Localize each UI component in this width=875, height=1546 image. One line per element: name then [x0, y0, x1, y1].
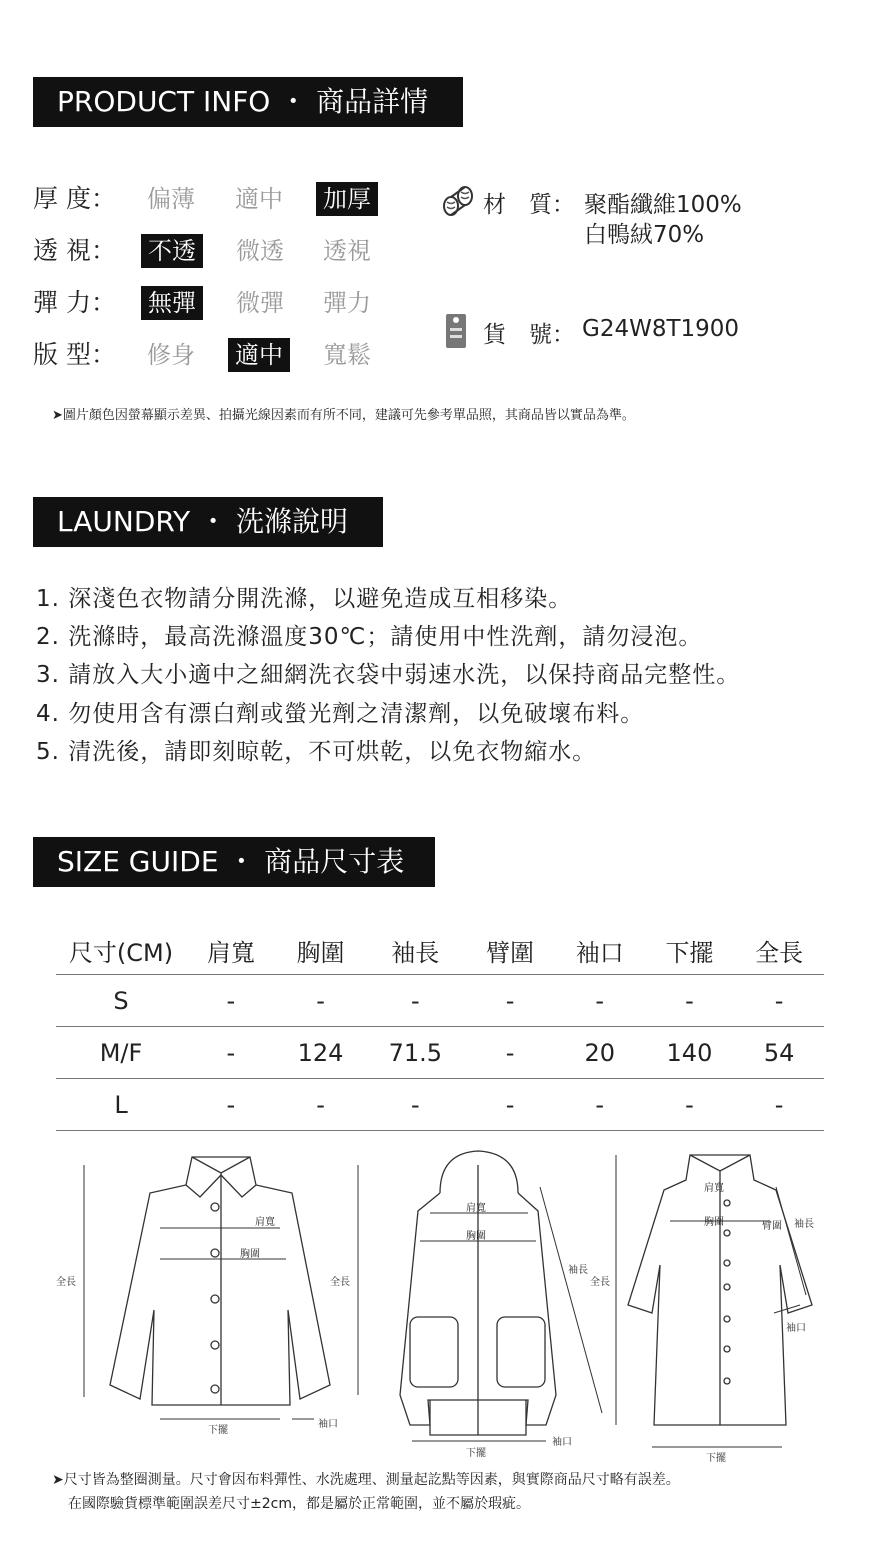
- color-note: ➤圖片顏色因螢幕顯示差異、拍攝光線因素而有所不同，建議可先參考單品照，其商品皆以實品為準。: [52, 408, 635, 423]
- thread-spool-icon: [441, 184, 477, 218]
- cell: S: [56, 975, 186, 1027]
- laundry-item: 1. 深淺色衣物請分開洗滌，以避免造成互相移染。: [36, 586, 573, 612]
- laundry-item: 3. 請放入大小適中之細網洗衣袋中弱速水洗，以保持商品完整性。: [36, 662, 741, 688]
- attr-label: 透 視：: [33, 236, 116, 265]
- label-sleeve: 袖長: [568, 1265, 588, 1276]
- attr-option-selected: 加厚: [316, 182, 378, 216]
- cell: -: [186, 1079, 276, 1131]
- cell: -: [276, 975, 366, 1027]
- cell: -: [734, 975, 824, 1027]
- label-chest: 胸圍: [704, 1217, 724, 1228]
- laundry-header: LAUNDRY ・ 洗滌說明: [33, 497, 383, 547]
- attr-option-selected: 不透: [141, 234, 203, 268]
- item-no: G24W8T1900: [582, 316, 740, 342]
- garment-diagrams: [0, 1135, 875, 1465]
- col-header: 臂圍: [486, 938, 535, 967]
- label-length: 全長: [330, 1277, 350, 1288]
- label-arm: 臂圍: [762, 1221, 782, 1232]
- label-chest: 胸圍: [240, 1249, 260, 1260]
- laundry-item: 4. 勿使用含有漂白劑或螢光劑之清潔劑，以免破壞布料。: [36, 701, 645, 727]
- attr-label: 彈 力：: [33, 288, 116, 317]
- cell: 71.5: [365, 1027, 465, 1079]
- label-chest: 胸圍: [466, 1231, 486, 1242]
- item-no-label: 貨 號：: [483, 322, 575, 348]
- size-guide-header: SIZE GUIDE ・ 商品尺寸表: [33, 837, 435, 887]
- cell: L: [56, 1079, 186, 1131]
- col-header: 胸圍: [296, 938, 345, 967]
- cell: 54: [734, 1027, 824, 1079]
- cell: -: [365, 1079, 465, 1131]
- material-line: 聚酯纖維100%: [584, 192, 742, 218]
- cell: -: [645, 1079, 735, 1131]
- attr-option-selected: 適中: [228, 338, 290, 372]
- material-label: 材 質：: [483, 192, 575, 218]
- cell: -: [276, 1079, 366, 1131]
- label-shoulder: 肩寬: [466, 1203, 486, 1214]
- label-hem: 下擺: [466, 1448, 486, 1459]
- attr-option: 透視: [323, 237, 371, 265]
- attr-label: 厚 度：: [33, 184, 116, 213]
- label-shoulder: 肩寬: [255, 1217, 275, 1228]
- tag-icon: [444, 308, 470, 352]
- cell: 124: [276, 1027, 366, 1079]
- label-hem: 下擺: [706, 1453, 726, 1464]
- cell: -: [186, 975, 276, 1027]
- table-row: [56, 1079, 824, 1131]
- attr-option: 寬鬆: [323, 341, 371, 369]
- cell: -: [465, 1079, 555, 1131]
- cell: 140: [645, 1027, 735, 1079]
- cell: -: [645, 975, 735, 1027]
- label-shoulder: 肩寬: [704, 1183, 724, 1194]
- cell: -: [555, 975, 645, 1027]
- size-note: ➤尺寸皆為整圈測量。尺寸會因布料彈性、水洗處理、測量起訖點等因素，與實際商品尺寸略有誤差。: [52, 1472, 680, 1488]
- product-info-header: PRODUCT INFO ・ 商品詳情: [33, 77, 463, 127]
- attr-option: 微彈: [236, 289, 284, 317]
- col-header: 肩寬: [206, 938, 255, 967]
- label-cuff: 袖口: [318, 1419, 338, 1430]
- attr-option: 偏薄: [147, 185, 195, 213]
- col-header: 下擺: [665, 938, 714, 967]
- size-note: 在國際驗貨標準範圍誤差尺寸±2cm，都是屬於正常範圍，並不屬於瑕疵。: [68, 1496, 530, 1512]
- label-length: 全長: [590, 1277, 610, 1288]
- label-cuff: 袖口: [552, 1437, 572, 1448]
- attr-option-selected: 無彈: [141, 286, 203, 320]
- cell: -: [186, 1027, 276, 1079]
- label-sleeve: 袖長: [794, 1219, 814, 1230]
- cell: -: [465, 1027, 555, 1079]
- material-line: 白鴨絨70%: [584, 222, 705, 248]
- label-hem: 下擺: [208, 1425, 228, 1436]
- cell: -: [465, 975, 555, 1027]
- col-header: 尺寸(CM): [68, 938, 174, 967]
- attr-option: 彈力: [323, 289, 371, 317]
- laundry-item: 2. 洗滌時，最高洗滌溫度30℃；請使用中性洗劑，請勿浸泡。: [36, 624, 703, 650]
- size-table-header: [56, 926, 824, 975]
- cell: M/F: [56, 1027, 186, 1079]
- col-header: 全長: [755, 938, 804, 967]
- table-row: [56, 975, 824, 1027]
- cell: -: [555, 1079, 645, 1131]
- attr-fit: [33, 335, 371, 375]
- attr-option: 修身: [147, 341, 195, 369]
- cell: 20: [555, 1027, 645, 1079]
- label-cuff: 袖口: [786, 1323, 806, 1334]
- attr-label: 版 型：: [33, 340, 116, 369]
- attr-transparency: [33, 231, 371, 271]
- cell: -: [734, 1079, 824, 1131]
- table-row: [56, 1027, 824, 1079]
- attr-option: 微透: [236, 237, 284, 265]
- attr-option: 適中: [235, 185, 283, 213]
- attr-elasticity: [33, 283, 371, 323]
- col-header: 袖長: [391, 938, 440, 967]
- attr-thickness: [33, 179, 371, 219]
- cell: -: [365, 975, 465, 1027]
- laundry-item: 5. 清洗後，請即刻晾乾，不可烘乾，以免衣物縮水。: [36, 739, 597, 765]
- size-table: [56, 926, 824, 1131]
- col-header: 袖口: [575, 938, 624, 967]
- label-length: 全長: [56, 1277, 76, 1288]
